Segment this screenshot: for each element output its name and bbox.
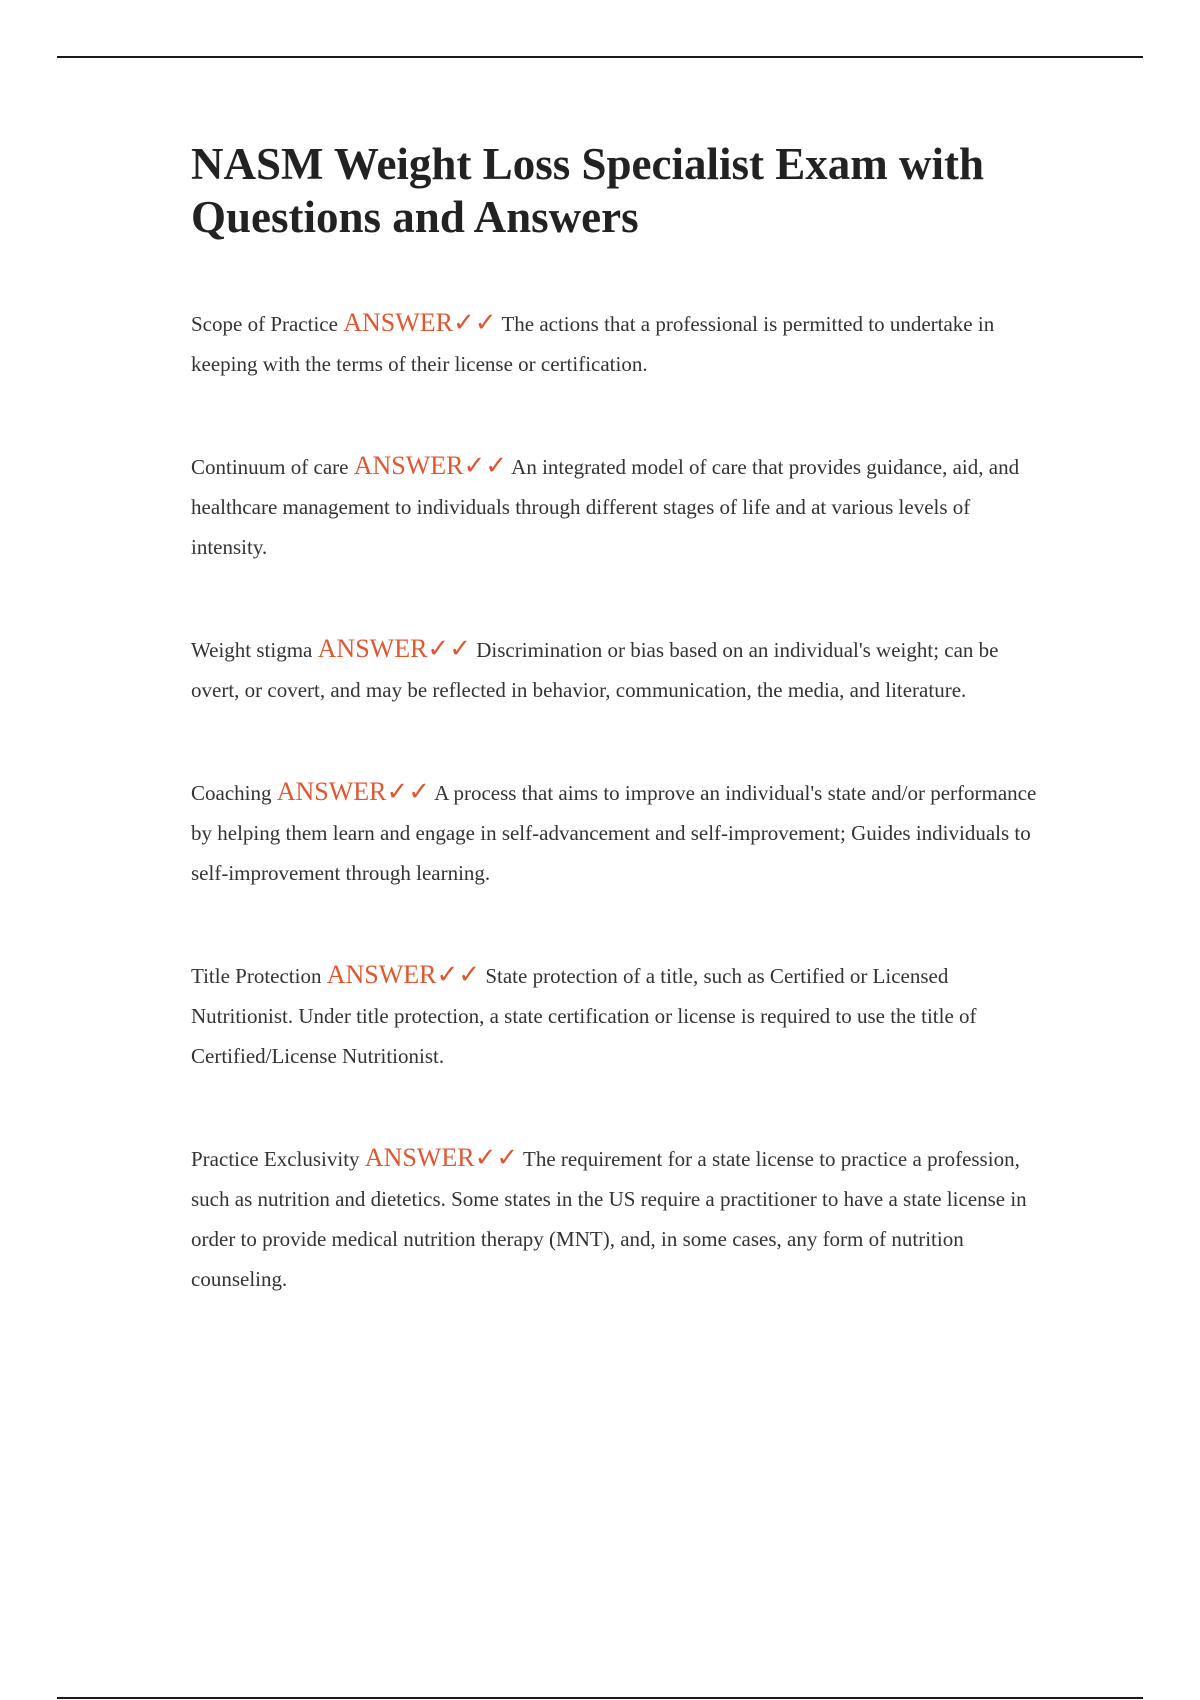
document-title: NASM Weight Loss Specialist Exam with Questions and Answers — [191, 139, 984, 242]
answer-marker: ANSWER✓✓ — [276, 777, 431, 806]
qa-term: Title Protection — [191, 964, 322, 988]
document-body — [191, 138, 1051, 1361]
qa-term: Practice Exclusivity — [191, 1147, 360, 1171]
answer-marker: ANSWER✓✓ — [353, 451, 508, 480]
bottom-rule — [57, 1697, 1143, 1699]
qa-item-continuum-of-care — [191, 446, 1051, 567]
qa-term: Weight stigma — [191, 638, 313, 662]
qa-definition: An integrated model of care that provides guidance, aid, and healthcare management to individuals through different stages of life and at various levels of intensity. — [191, 455, 1020, 559]
answer-marker: ANSWER✓✓ — [364, 1143, 519, 1172]
answer-marker: ANSWER✓✓ — [343, 308, 497, 337]
qa-term: Scope of Practice — [191, 312, 338, 336]
qa-list — [191, 303, 1051, 1299]
qa-definition: The requirement for a state license to practice a profession, such as nutrition and dietetics. Some states in the US require a practitioner to have a state license in order to provide medical nutrition therapy (MNT), and, in some cases, any form of nutrition counseling. — [191, 1147, 1027, 1291]
qa-item-practice-exclusivity — [191, 1138, 1051, 1299]
qa-term: Coaching — [191, 781, 272, 805]
qa-item-weight-stigma — [191, 629, 1051, 710]
qa-definition: Discrimination or bias based on an individual's weight; can be overt, or covert, and may be reflected in behavior, communication, the media, and literature. — [191, 638, 999, 702]
qa-definition: The actions that a professional is permitted to undertake in keeping with the terms of their license or certification. — [191, 312, 995, 376]
top-rule — [57, 56, 1143, 58]
qa-item-coaching — [191, 772, 1051, 893]
qa-item-title-protection — [191, 955, 1051, 1076]
answer-marker: ANSWER✓✓ — [317, 634, 471, 663]
answer-marker: ANSWER✓✓ — [326, 960, 481, 989]
qa-item-scope-of-practice — [191, 303, 1051, 384]
qa-definition: State protection of a title, such as Certified or Licensed Nutritionist. Under title protection, a state certification or license is required to use the title of Certified/License Nutritionist. — [191, 964, 977, 1068]
qa-term: Continuum of care — [191, 455, 349, 479]
qa-definition: A process that aims to improve an individual's state and/or performance by helping them learn and engage in self-advancement and self-improvement; Guides individuals to self-improvement through learning. — [191, 781, 1037, 885]
